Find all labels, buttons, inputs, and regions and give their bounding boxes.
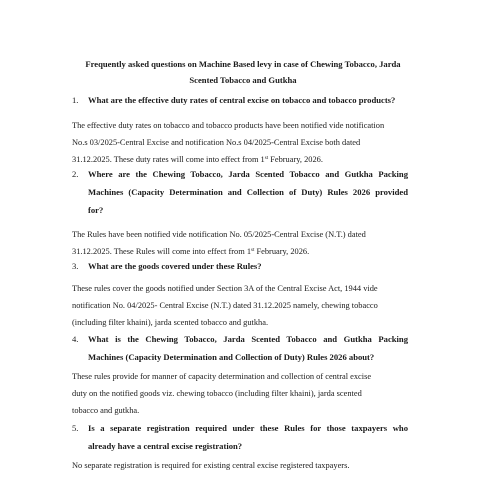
answer-line: These rules cover the goods notified under Section 3A of the Central Excise Act, 1944 vide xyxy=(72,284,378,293)
question-line: Machines (Capacity Determination and Collection of Duty) Rules 2026 provided xyxy=(88,187,408,197)
question-line: Where are the Chewing Tobacco, Jarda Scented Tobacco and Gutkha Packing xyxy=(88,169,408,179)
answer-line: tobacco and gutkha. xyxy=(72,406,140,415)
answer-line: The Rules have been notified vide notification No. 05/2025-Central Excise (N.T.) dated xyxy=(72,230,366,239)
faq-question-4 xyxy=(72,330,408,366)
question-number: 4. xyxy=(72,334,79,344)
answer-line: 31.12.2025. These Rules will come into effect from 1st February, 2026. xyxy=(72,247,310,256)
answer-line: No.s 03/2025-Central Excise and notification No.s 04/2025-Central Excise both dated xyxy=(72,138,361,147)
answer-line: (including filter khaini), jarda scented tobacco and gutkha. xyxy=(72,318,269,327)
answer-line: The effective duty rates on tobacco and tobacco products have been notified vide notification xyxy=(72,121,385,130)
faq-answer-4 xyxy=(72,368,412,419)
faq-answer-5 xyxy=(72,457,412,474)
answer-line: No separate registration is required for existing central excise registered taxpayers. xyxy=(72,461,350,470)
faq-question-5 xyxy=(72,419,408,455)
answer-line: These rules provide for manner of capacity determination and collection of central excise xyxy=(72,372,372,381)
answer-line: 31.12.2025. These duty rates will come into effect from 1st February, 2026. xyxy=(72,155,323,164)
question-number: 5. xyxy=(72,423,79,433)
faq-answer-2 xyxy=(72,226,412,260)
title-line: Scented Tobacco and Gutkha xyxy=(189,75,297,85)
title-line: Frequently asked questions on Machine Based levy in case of Chewing Tobacco, Jarda xyxy=(85,59,401,69)
question-line: Machines (Capacity Determination and Collection of Duty) Rules 2026 about? xyxy=(88,352,375,362)
faq-answer-1 xyxy=(72,117,412,168)
question-line: Is a separate registration required under these Rules for those taxpayers who xyxy=(88,423,408,433)
answer-line: duty on the notified goods viz. chewing tobacco (including filter khaini), jarda scented xyxy=(72,389,362,398)
question-line: already have a central excise registration? xyxy=(88,441,243,451)
faq-answer-3 xyxy=(72,280,412,331)
answer-line: notification No. 04/2025- Central Excise (N.T.) dated 31.12.2025 namely, chewing tobacco xyxy=(72,301,378,310)
faq-question-1 xyxy=(72,91,408,109)
faq-question-3 xyxy=(72,257,408,275)
question-number: 3. xyxy=(72,261,79,271)
question-line: What are the effective duty rates of central excise on tobacco and tobacco products? xyxy=(88,95,396,105)
question-line: for? xyxy=(88,205,104,215)
question-number: 1. xyxy=(72,95,79,105)
document-title xyxy=(70,56,416,88)
question-line: What are the goods covered under these Rules? xyxy=(88,261,262,271)
question-number: 2. xyxy=(72,169,79,179)
faq-question-2 xyxy=(72,165,408,219)
question-line: What is the Chewing Tobacco, Jarda Scented Tobacco and Gutkha Packing xyxy=(88,334,408,344)
